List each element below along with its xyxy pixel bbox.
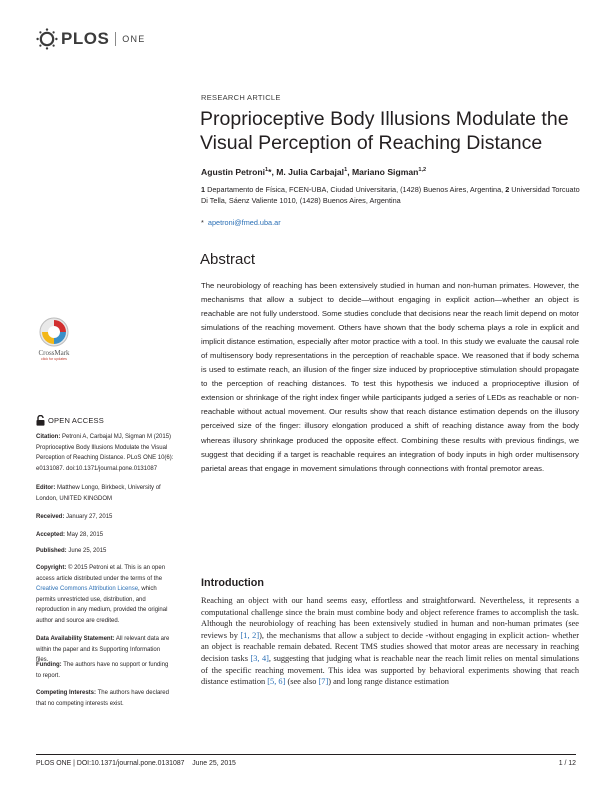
accepted-date (36, 530, 174, 541)
affil-number: 1 (201, 185, 206, 194)
meta-label: Accepted: (36, 532, 66, 538)
corresponding-mark: * (268, 167, 272, 177)
copyright-text: , which permits unrestricted use, distribution, and reproduction in any medium, provided the original author and source are credited. (36, 586, 168, 624)
crossmark-icon (39, 317, 69, 347)
citation-link[interactable]: [5, 6] (267, 677, 286, 687)
published-value: June 25, 2015 (66, 548, 107, 554)
body-text: , suggesting that judging what is reachable near the reach limit relies on mental simulations of the specific reaching movement. This idea was supported by behavioral experiments showing that reach distance estimation (201, 653, 579, 687)
corresponding-email-link[interactable]: apetroni@fmed.uba.ar (207, 218, 281, 227)
meta-label: Data Availability Statement: (36, 636, 115, 642)
corresponding-mark: * (201, 218, 204, 227)
author-name[interactable]: Mariano Sigman (351, 167, 419, 177)
accepted-value: May 28, 2015 (65, 532, 104, 538)
received-value: January 27, 2015 (64, 514, 113, 520)
body-text: ), the mechanisms that allow a subject to decide -without engaging in explicit action- whether an object is reachable remain debated. Recent TMS studies showed that motor areas are necessary in reaching decision tasks (201, 630, 579, 663)
affiliations (201, 185, 581, 206)
data-availability-text: All relevant data are within the paper and its Supporting Information files. (36, 636, 170, 664)
body-text: Reaching an object with our hand seems easy, effortless and straightforward. Nevertheless, it represents a computational challenge since the brain must combine body and object reference frames to accomplish the task. Although the neurobiology of reaching has been extensively studied in human and non-human primates (see reviews by (201, 596, 579, 640)
competing-interests-block (36, 688, 174, 709)
article-type: RESEARCH ARTICLE (201, 93, 281, 102)
copyright-block (36, 563, 174, 627)
page-number: 1 / 12 (558, 760, 576, 767)
logo-divider (115, 32, 116, 46)
open-access-badge (36, 415, 104, 426)
author-affil-sup: 1,2 (418, 167, 427, 174)
published-date (36, 546, 174, 557)
open-lock-icon (36, 415, 45, 426)
editor-text: Matthew Longo, Birkbeck, University of London, UNITED KINGDOM (36, 485, 161, 502)
author-list: Agustin Petroni$^1$*, M. Julia Carbajal$^1$, Mariano Sigman$^{1,2}$ (201, 167, 427, 177)
received-date (36, 512, 174, 523)
page-footer (36, 754, 576, 767)
abstract-text: The neurobiology of reaching has been extensively studied in human and non-human primates. However, the mechanisms that allow a subject to decide—without engaging in explicit action—whether an object is reachable are not fully understood. Some studies conclude that decisions near the reach limit depend on motor simulations of the reaching movement. Others have shown that the body schema plays a role in explicit and implicit distance estimation, especially after motor practice with a tool. In this study we evaluate the causal role of multisensory body representations in the perception of reachable space. We reasoned that if body schema is used to estimate reach, an illusion of the finger size induced by proprioceptive stimulation should propagate to the perception of reaching distances. To test this hypothesis we induced a proprioceptive illusion of extension or shrinkage of the right index finger while participants judged a series of LEDs as reachable or non-reachable without actual movement. Our results show that reach distance estimation depends on the illusory perceived size of the finger: illusory elongation produced a shift of reaching distance away from the body whereas illusory shrinkage produced the opposite effect. Combining these results with previous findings, we suggest that deciding if a target is reachable requires an integration of body inputs in high order multisensory parietal areas that engage in movement simulations through connections with frontal premotor areas. (201, 281, 579, 473)
footer-date: June 25, 2015 (192, 760, 236, 767)
crossmark-sublabel: click for updates (41, 357, 67, 361)
citation-text: Petroni A, Carbajal MJ, Sigman M (2015) Proprioceptive Body Illusions Modulate the Visual Perception of Reaching Distance. PLoS ONE 10(6): e0131087. doi:10.1371/journal.pone.0131087 (36, 434, 174, 472)
footer-doi[interactable]: PLOS ONE | DOI:10.1371/journal.pone.0131087 (36, 760, 185, 767)
affiliation: Universidad Torcuato Di Tella, Sáenz Valiente 1010, (1428) Buenos Aires, Argentina (201, 185, 580, 205)
author-affil-sup: 1 (264, 167, 269, 174)
editor-block (36, 483, 174, 504)
body-text: (see also (285, 677, 319, 687)
copyright-text: © 2015 Petroni et al. This is an open access article distributed under the terms of the (36, 565, 166, 582)
citation-block (36, 432, 174, 474)
meta-label: Received: (36, 514, 65, 520)
license-link[interactable]: Creative Commons Attribution License (36, 586, 139, 593)
affiliation: Departamento de Física, FCEN-UBA, Ciudad Universitaria, (1428) Buenos Aires, Argentina, (205, 185, 506, 194)
funding-block (36, 660, 174, 681)
journal-brand: PLOS (61, 29, 110, 48)
introduction-heading: Introduction (201, 577, 264, 589)
author-name[interactable]: Agustin Petroni (201, 167, 265, 177)
meta-label: Copyright: (36, 565, 67, 571)
crossmark-badge[interactable] (35, 317, 73, 361)
competing-interests-text: The authors have declared that no competing interests exist. (36, 690, 169, 707)
footer-left (36, 760, 236, 767)
correspondence (201, 218, 281, 227)
citation-link[interactable]: [3, 4] (250, 653, 269, 663)
citation-link[interactable]: [7] (318, 677, 329, 687)
open-access-label: OPEN ACCESS (48, 416, 104, 425)
plos-logo-icon (36, 28, 58, 50)
body-text: ) and long range distance estimation (328, 677, 449, 687)
meta-label: Competing Interests: (36, 690, 97, 696)
crossmark-label: CrossMark (38, 349, 70, 357)
citation-link[interactable]: [1, 2] (240, 630, 260, 640)
author-affil-sup: 1 (344, 167, 348, 174)
affil-number: 2 (505, 185, 510, 194)
funding-text: The authors have no support or funding to report. (36, 662, 169, 679)
meta-label: Funding: (36, 662, 62, 668)
article-title: Proprioceptive Body Illusions Modulate the Visual Perception of Reaching Distance (200, 108, 569, 154)
journal-logo[interactable] (36, 28, 145, 50)
abstract-heading: Abstract (200, 251, 256, 268)
meta-label: Published: (36, 548, 67, 554)
author-name[interactable]: M. Julia Carbajal (276, 167, 345, 177)
meta-label: Editor: (36, 485, 56, 491)
journal-sub: ONE (122, 34, 146, 44)
meta-label: Citation: (36, 434, 61, 440)
introduction-text (201, 595, 579, 688)
